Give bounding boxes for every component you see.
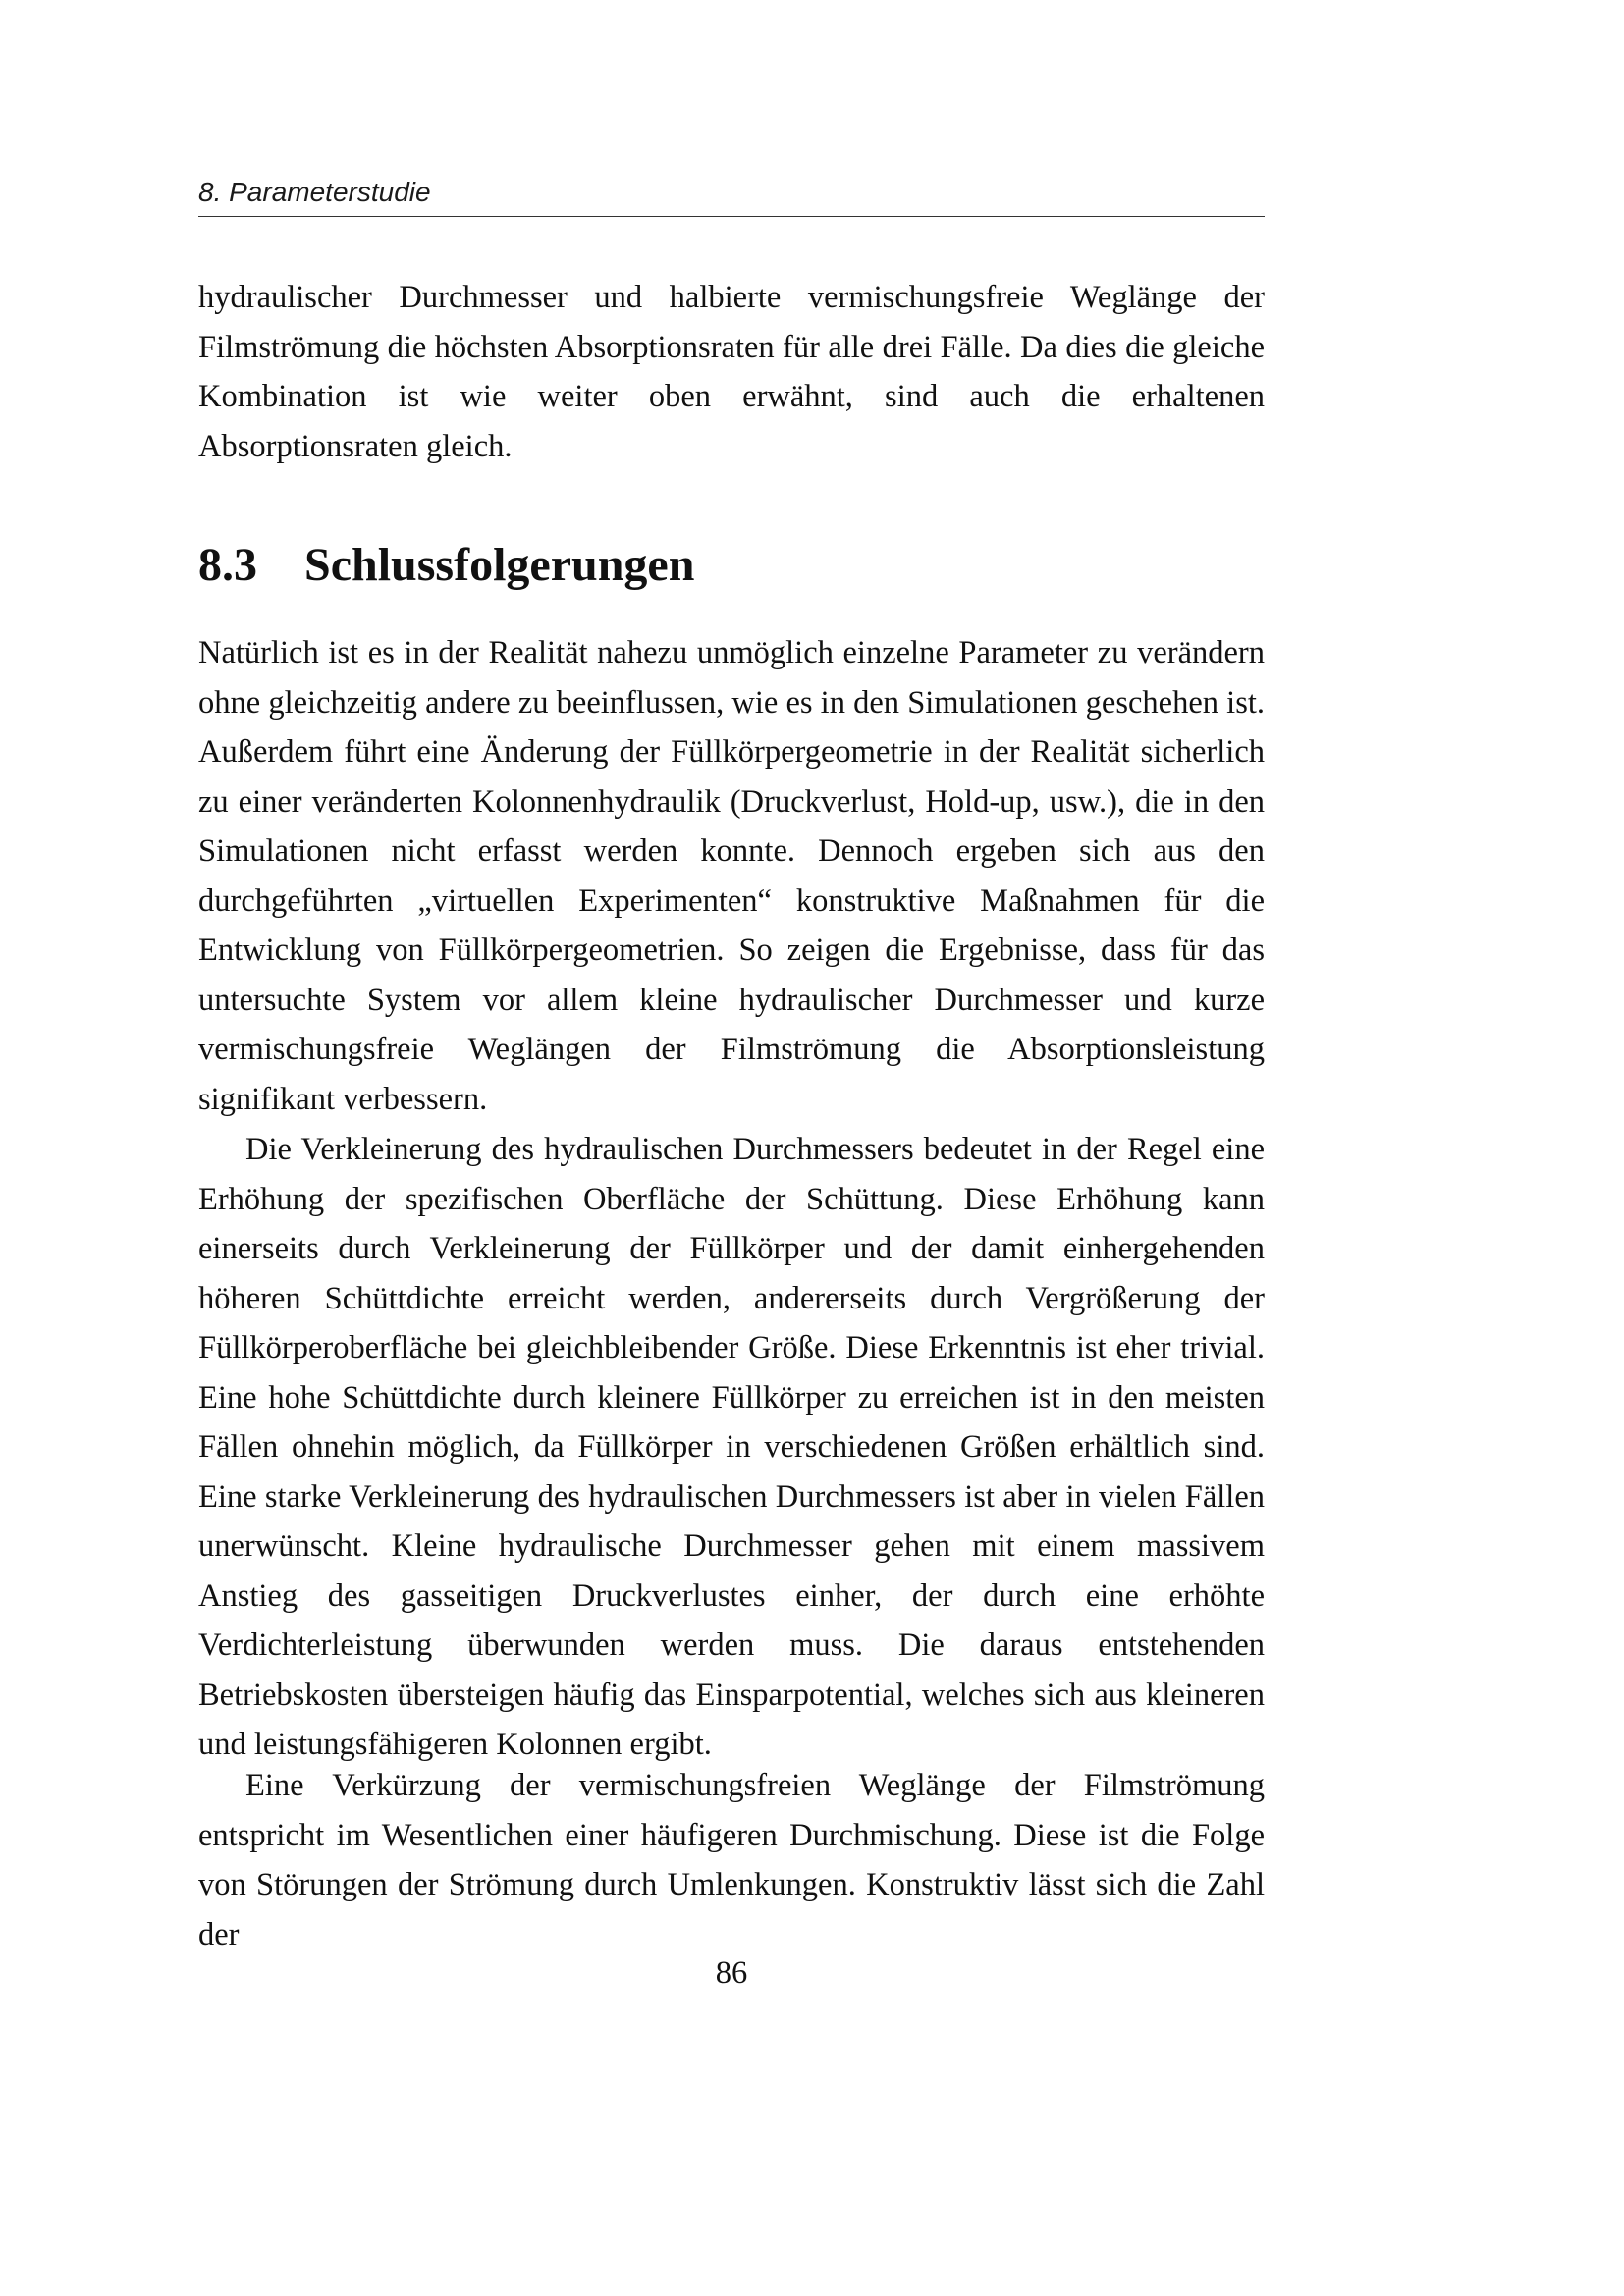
section-number: 8.3 bbox=[198, 539, 257, 591]
running-header-text: 8. Parameterstudie bbox=[198, 177, 431, 207]
section-title: Schlussfolgerungen bbox=[304, 539, 695, 591]
page-number: 86 bbox=[715, 1955, 748, 1991]
running-header bbox=[198, 173, 1265, 217]
paragraph-intro: hydraulischer Durchmesser und halbierte vermischungsfreie Weglänge der Filmströmung die höchsten Absorptionsraten für alle drei Fälle. Da dies die gleiche Kombination ist wie weiter oben erwähnt, sind auch die erhaltenen Absorptionsraten gleich. bbox=[198, 280, 1265, 464]
paragraph-conclusions-1: Natürlich ist es in der Realität nahezu unmöglich einzelne Parameter zu verändern ohne gleichzeitig andere zu beeinflussen, wie es in den Simulationen geschehen ist. Außerdem führt eine Änderung der Füllkörpergeometrie in der Realität sicherlich zu einer veränderten Kolonnenhydraulik (Druckverlust, Hold-up, usw.), die in den Simulationen nicht erfasst werden konnte. Dennoch ergeben sich aus den durchgeführten „virtuellen Experimenten“ konstruktive Maßnahmen für die Entwicklung von Füllkörpergeometrien. So zeigen die Ergebnisse, dass für das untersuchte System vor allem kleine hydraulischer Durchmesser und kurze vermischungsfreie Weglängen der Filmströmung die Absorptionsleistung signifikant verbessern. bbox=[198, 635, 1265, 1117]
section-heading bbox=[198, 538, 694, 593]
paragraph-conclusions-3: Eine Verkürzung der vermischungsfreien Weglänge der Filmströmung entspricht im Wesentlichen einer häufigeren Durchmischung. Diese ist die Folge von Störungen der Strömung durch Umlenkungen. Konstruktiv lässt sich die Zahl der bbox=[198, 1768, 1265, 1952]
paragraph-conclusions-2: Die Verkleinerung des hydraulischen Durchmessers bedeutet in der Regel eine Erhöhung der spezifischen Oberfläche der Schüttung. Diese Erhöhung kann einerseits durch Verkleinerung der Füllkörper und der damit einhergehenden höheren Schüttdichte erreicht werden, andererseits durch Vergrößerung der Füllkörperoberfläche bei gleichbleibender Größe. Diese Erkenntnis ist eher trivial. Eine hohe Schüttdichte durch kleinere Füllkörper zu erreichen ist in den meisten Fällen ohnehin möglich, da Füllkörper in verschiedenen Größen erhältlich sind. Eine starke Verkleinerung des hydraulischen Durchmessers ist aber in vielen Fällen unerwünscht. Kleine hydraulische Durchmesser gehen mit einem massivem Anstieg des gasseitigen Druckverlustes einher, der durch eine erhöhte Verdichterleistung überwunden werden muss. Die daraus entstehenden Betriebskosten übersteigen häufig das Einsparpotential, welches sich aus kleineren und leistungsfähigeren Kolonnen ergibt. bbox=[198, 1132, 1265, 1762]
